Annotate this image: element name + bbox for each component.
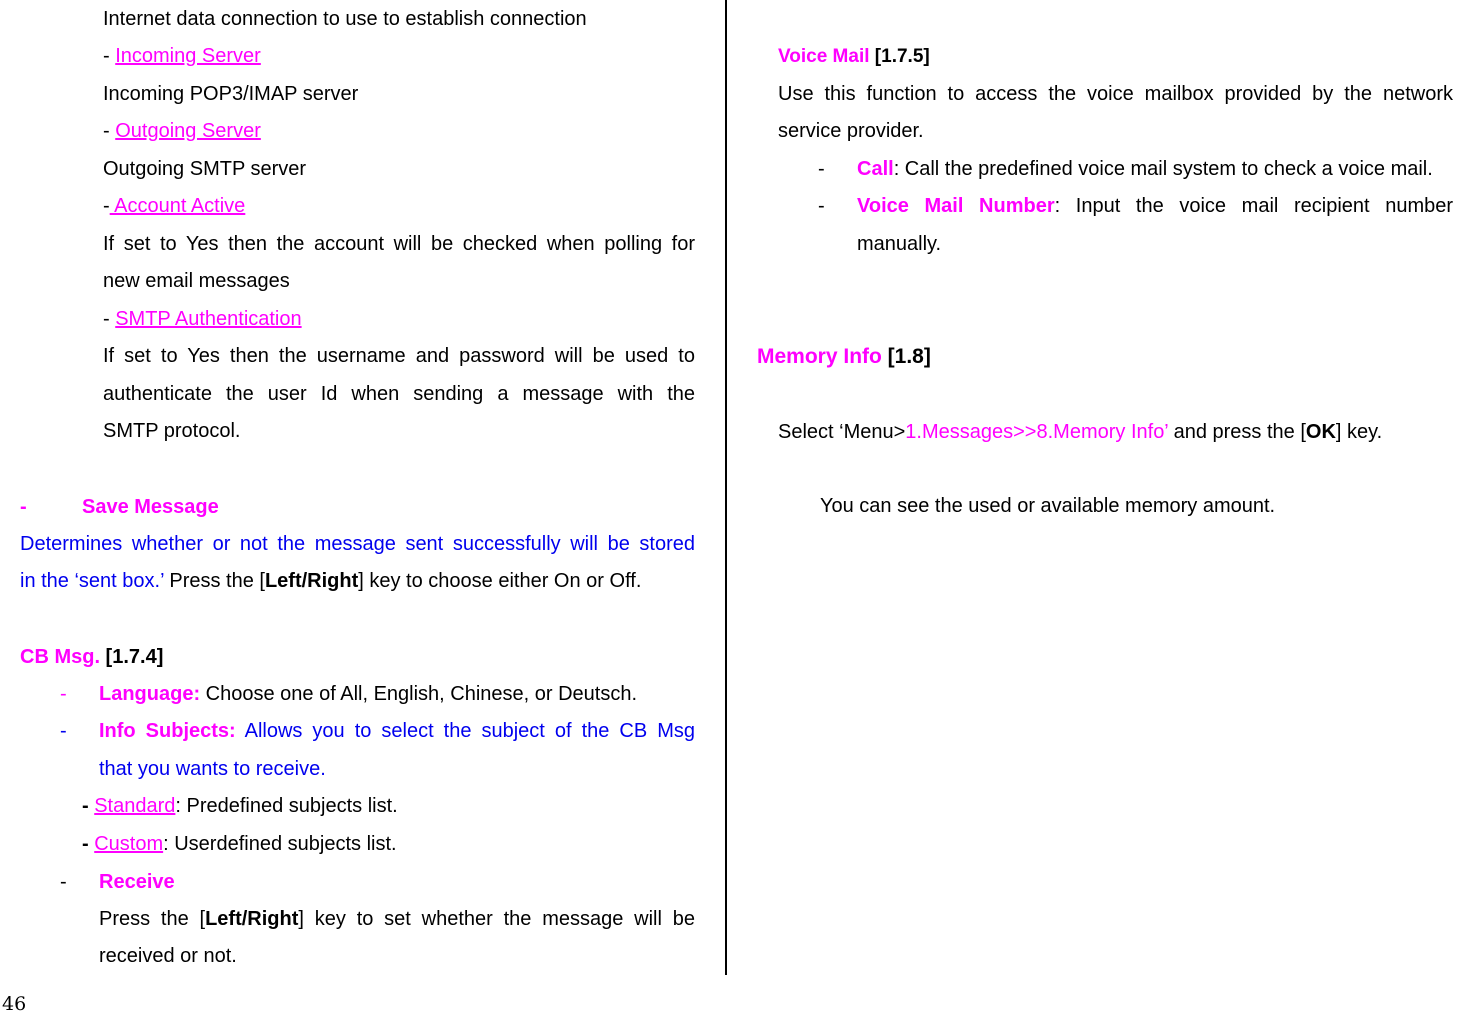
outgoing-server-link[interactable]: Outgoing Server bbox=[115, 120, 261, 142]
language-label: Language: bbox=[99, 683, 201, 705]
account-active-desc-line2: new email messages bbox=[103, 270, 290, 292]
account-active-link[interactable]: Account Active bbox=[109, 195, 246, 217]
memory-info-note: You can see the used or available memory amount. bbox=[820, 495, 1276, 517]
select-mid: and press the [ bbox=[1168, 421, 1306, 443]
dash: - bbox=[103, 308, 116, 330]
save-message-title: Save Message bbox=[82, 496, 219, 518]
standard-link[interactable]: Standard bbox=[94, 795, 176, 817]
smtp-auth-desc-line2: authenticate the user Id when sending a message with the bbox=[103, 383, 695, 405]
info-subjects-desc-line1: Allows you to select the subject of the CB Msg bbox=[235, 720, 695, 742]
smtp-auth-item bbox=[103, 307, 302, 331]
language-dash: - bbox=[60, 683, 67, 705]
save-message-desc-line2 bbox=[20, 569, 641, 593]
sent-box-text: in the ‘sent box.’ bbox=[20, 570, 164, 592]
vm-number-label: Voice Mail Number bbox=[857, 195, 1055, 217]
memory-info-instruction bbox=[778, 420, 1382, 444]
column-divider bbox=[725, 0, 727, 975]
info-subjects-dash: - bbox=[60, 720, 67, 742]
outgoing-server-item bbox=[103, 119, 261, 143]
info-subjects-label: Info Subjects: bbox=[99, 720, 236, 742]
dash: - bbox=[82, 795, 95, 817]
dash: - bbox=[103, 195, 110, 217]
voice-mail-code: [1.7.5] bbox=[869, 46, 930, 67]
voice-mail-desc-line1: Use this function to access the voice mailbox provided by the network bbox=[778, 83, 1453, 105]
select-pre: Select ‘Menu> bbox=[778, 421, 906, 443]
incoming-server-item bbox=[103, 44, 261, 68]
page-number: 46 bbox=[2, 993, 27, 1015]
menu-path: 1.Messages>>8.Memory Info’ bbox=[905, 421, 1169, 443]
call-item bbox=[857, 157, 1433, 181]
voice-mail-heading bbox=[778, 45, 930, 69]
custom-link[interactable]: Custom bbox=[94, 833, 164, 855]
vm-number-desc: : Input the voice mail recipient number bbox=[1054, 195, 1454, 217]
memory-info-title: Memory Info bbox=[757, 345, 882, 368]
custom-desc: : Userdefined subjects list. bbox=[163, 833, 397, 855]
receive-key: Left/Right bbox=[205, 908, 299, 930]
save-message-desc-line1: Determines whether or not the message sent successfully will be stored bbox=[20, 533, 695, 555]
vm-number-dash: - bbox=[818, 195, 825, 217]
save-message-dash: - bbox=[20, 496, 27, 518]
voice-mail-desc-line2: service provider. bbox=[778, 120, 924, 142]
receive-desc-line2: received or not. bbox=[99, 945, 237, 967]
standard-desc: : Predefined subjects list. bbox=[175, 795, 398, 817]
call-dash: - bbox=[818, 158, 825, 180]
cb-msg-code: [1.7.4] bbox=[100, 646, 164, 668]
dash: - bbox=[82, 833, 95, 855]
call-label: Call bbox=[857, 158, 894, 180]
vm-number-desc-line2: manually. bbox=[857, 233, 942, 255]
internet-connection-text: Internet data connection to use to establish connection bbox=[103, 8, 587, 30]
dash: - bbox=[103, 45, 116, 67]
cb-msg-title: CB Msg. bbox=[20, 646, 100, 668]
custom-item bbox=[82, 832, 397, 856]
smtp-auth-desc-line3: SMTP protocol. bbox=[103, 420, 241, 442]
language-item bbox=[99, 682, 637, 706]
info-subjects-item bbox=[99, 719, 695, 743]
memory-info-heading bbox=[757, 345, 931, 369]
voice-mail-title: Voice Mail bbox=[778, 46, 870, 67]
memory-info-code: [1.8] bbox=[881, 345, 931, 368]
choose-text: ] key to choose either On or Off. bbox=[358, 570, 642, 592]
press-text: Press the [ bbox=[163, 570, 265, 592]
receive-pre: Press the [ bbox=[99, 908, 206, 930]
call-desc: : Call the predefined voice mail system to check a voice mail. bbox=[893, 158, 1433, 180]
incoming-server-link[interactable]: Incoming Server bbox=[115, 45, 261, 67]
select-post: ] key. bbox=[1335, 421, 1383, 443]
left-right-key: Left/Right bbox=[264, 570, 359, 592]
account-active-desc-line1: If set to Yes then the account will be checked when polling for bbox=[103, 233, 695, 255]
vm-number-item bbox=[857, 194, 1453, 218]
smtp-auth-link[interactable]: SMTP Authentication bbox=[115, 308, 302, 330]
info-subjects-desc-line2: that you wants to receive. bbox=[99, 758, 326, 780]
outgoing-server-desc: Outgoing SMTP server bbox=[103, 158, 307, 180]
incoming-server-desc: Incoming POP3/IMAP server bbox=[103, 83, 359, 105]
ok-key: OK bbox=[1305, 421, 1336, 443]
cb-msg-heading bbox=[20, 645, 163, 669]
dash: - bbox=[103, 120, 116, 142]
account-active-item bbox=[103, 194, 245, 218]
standard-item bbox=[82, 794, 398, 818]
language-desc: Choose one of All, English, Chinese, or Deutsch. bbox=[200, 683, 638, 705]
receive-dash: - bbox=[60, 871, 67, 893]
smtp-auth-desc-line1: If set to Yes then the username and password will be used to bbox=[103, 345, 695, 367]
receive-desc-line1 bbox=[99, 907, 695, 931]
receive-post: ] key to set whether the message will be bbox=[298, 908, 695, 930]
receive-label: Receive bbox=[99, 871, 175, 893]
